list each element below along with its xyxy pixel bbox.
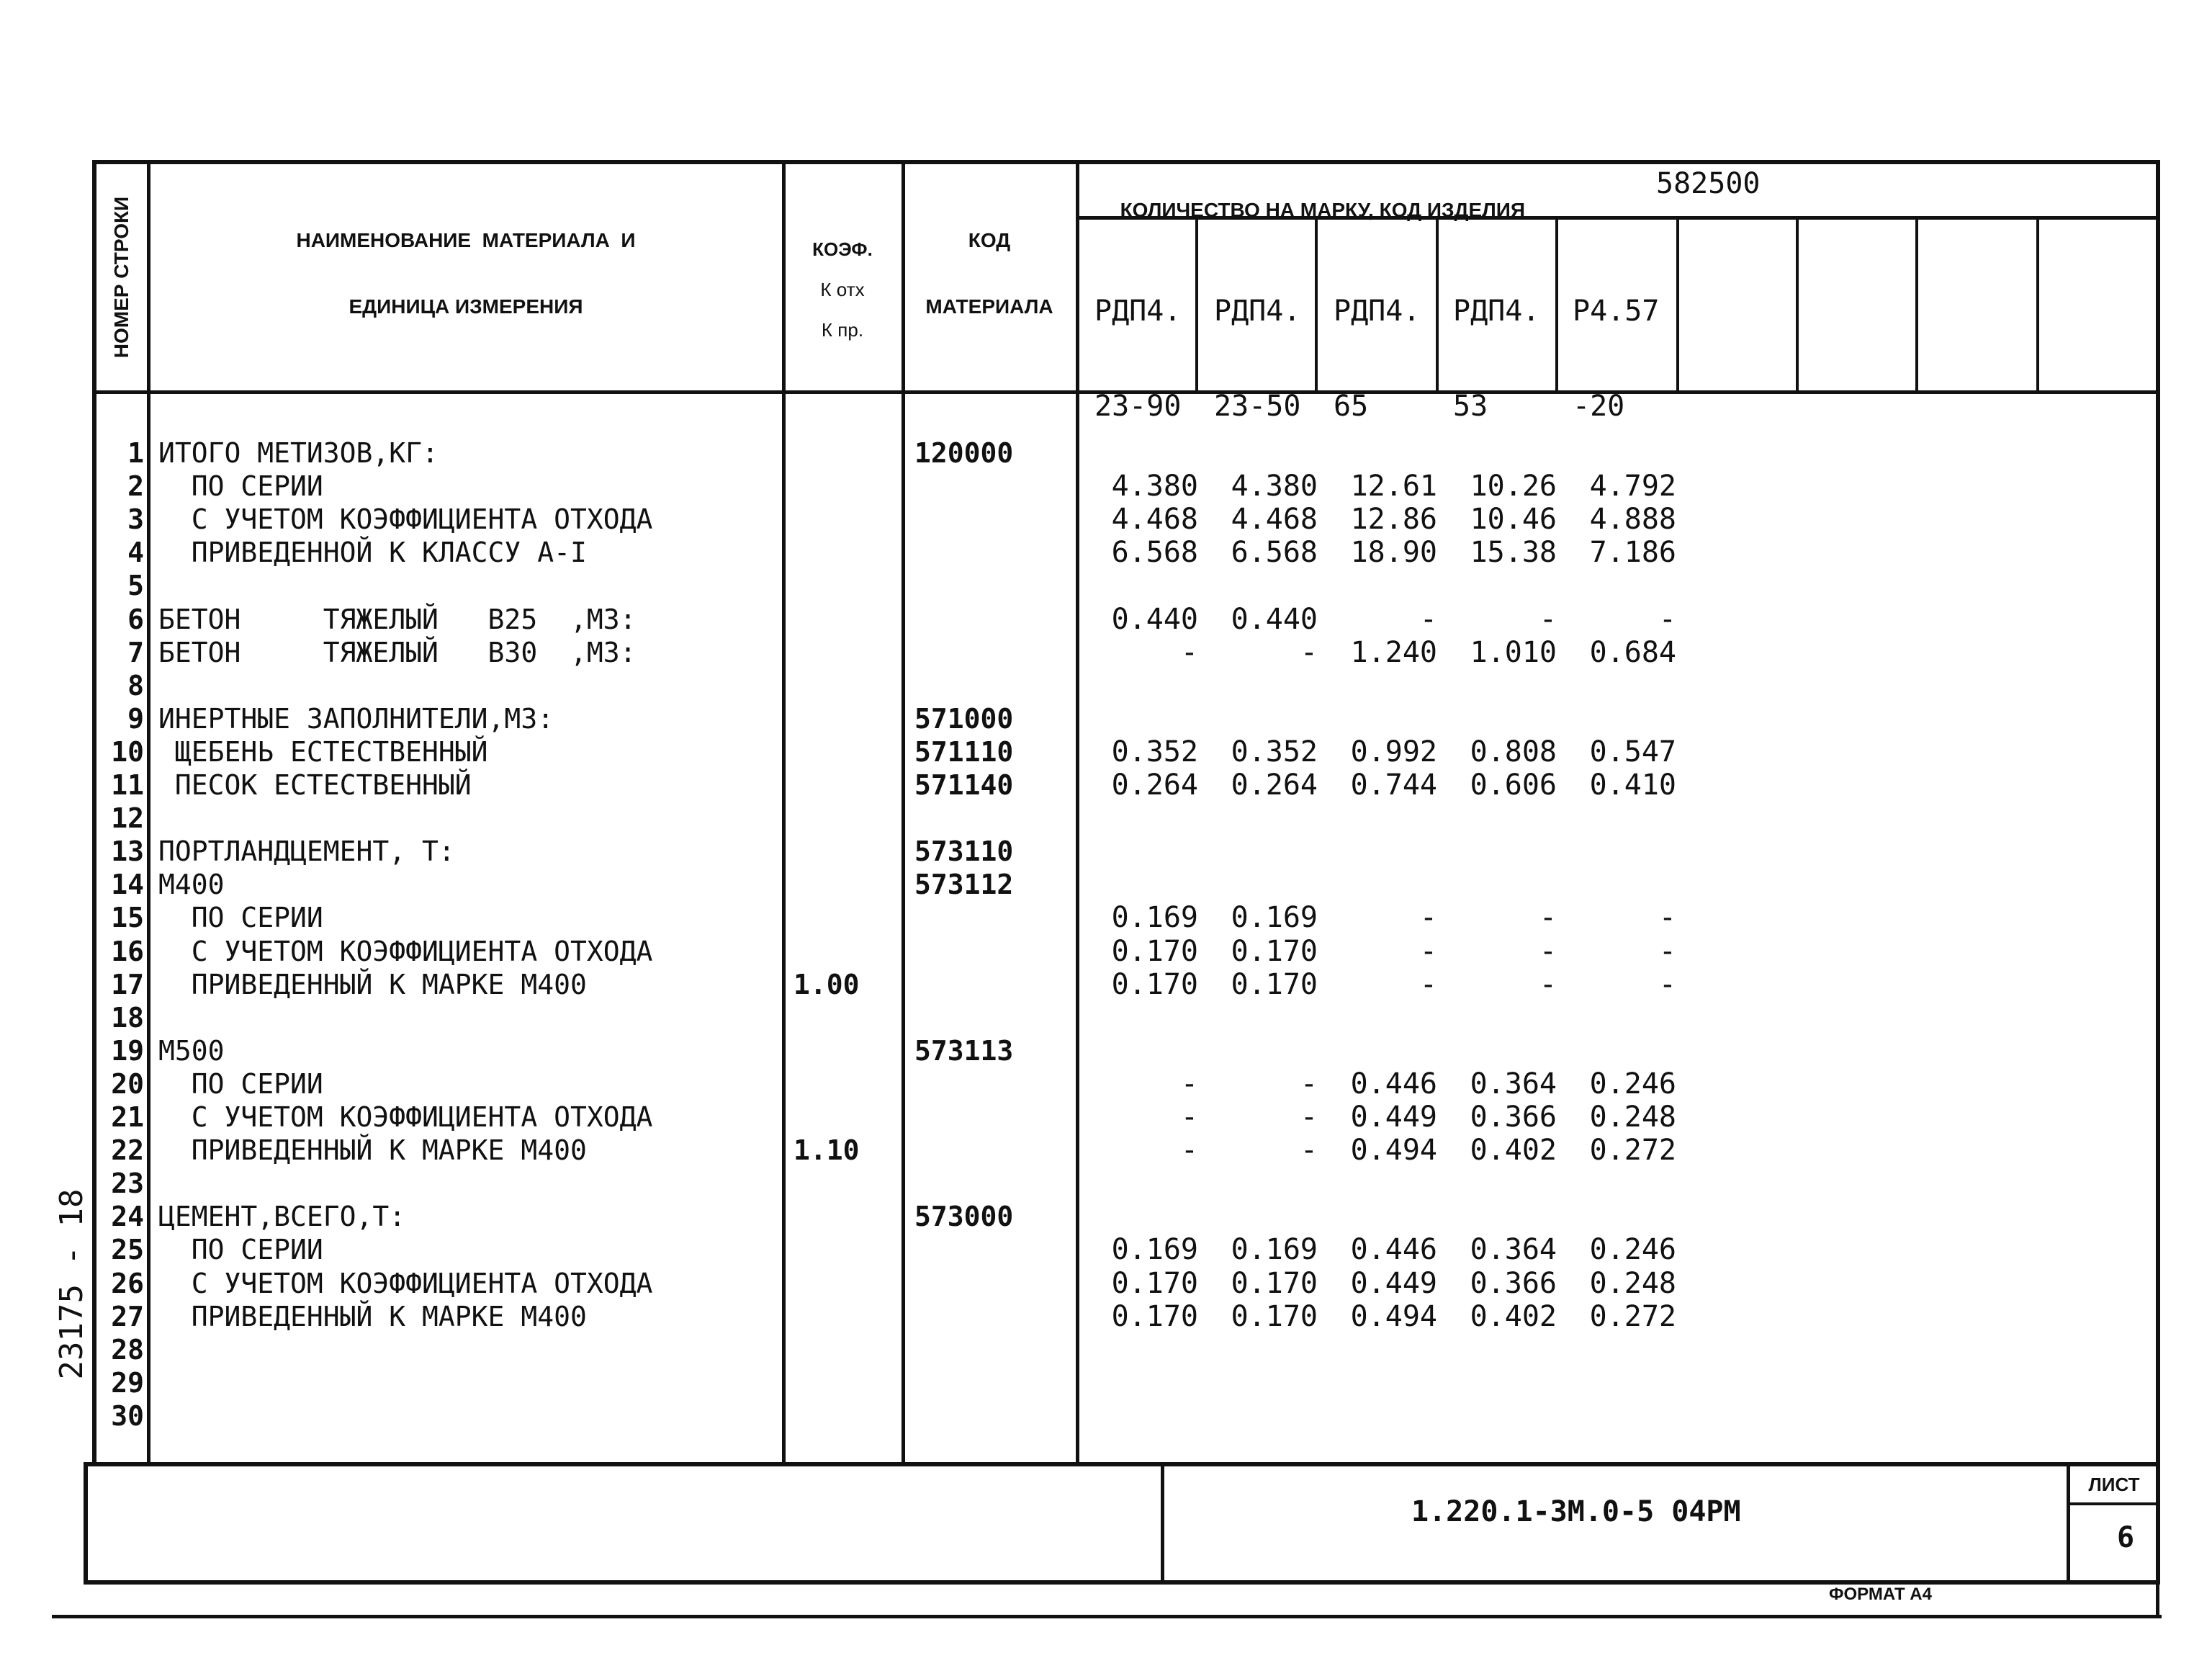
quantity-cell: 0.272	[1589, 1134, 1676, 1167]
quantity-cell: 0.170	[1231, 1267, 1318, 1300]
row-number: 25	[111, 1234, 144, 1265]
sheet-box-mid	[2067, 1502, 2160, 1505]
subcol-8	[2036, 216, 2039, 392]
quantity-cell: 0.169	[1111, 901, 1198, 934]
material-name: ЩЕБЕНЬ ЕСТЕСТВЕННЫЙ	[158, 736, 488, 768]
quantity-cell: 4.468	[1111, 503, 1198, 536]
quantity-cell: 0.169	[1231, 901, 1318, 934]
material-code: 571140	[914, 769, 1014, 801]
material-name: ПО СЕРИИ	[158, 1068, 323, 1100]
row-number: 26	[111, 1268, 144, 1299]
material-name: ПО СЕРИИ	[158, 1234, 323, 1265]
quantity-cell: 0.440	[1231, 603, 1318, 636]
quantity-cell: 0.547	[1589, 735, 1676, 768]
quantity-label: КОЛИЧЕСТВО НА МАРКУ, КОД ИЗДЕЛИЯ	[1120, 199, 1526, 221]
quantity-cell: -	[1658, 968, 1676, 1001]
quantity-cell: 0.264	[1111, 768, 1198, 802]
material-name: С УЧЕТОМ КОЭФФИЦИЕНТА ОТХОДА	[158, 1268, 653, 1299]
quantity-cell: 0.402	[1470, 1134, 1557, 1167]
format-right-tick	[2156, 1580, 2159, 1618]
stamp-divider	[1161, 1464, 1164, 1582]
quantity-cell: 0.402	[1470, 1300, 1557, 1333]
mark-col-4	[1453, 232, 1539, 454]
name-header-line1: НАИМЕНОВАНИЕ МАТЕРИАЛА И	[296, 229, 636, 251]
quantity-cell: -	[1658, 603, 1676, 636]
quantity-cell: -	[1658, 935, 1676, 968]
quantity-cell: 0.170	[1111, 1300, 1198, 1333]
coefficient: 1.00	[793, 969, 860, 1000]
row-number: 5	[127, 570, 144, 601]
coefficient: 1.10	[793, 1134, 860, 1166]
quantity-cell: 1.010	[1470, 636, 1557, 669]
subcol-5	[1676, 216, 1679, 392]
quantity-cell: 0.440	[1111, 603, 1198, 636]
quantity-cell: 0.410	[1589, 768, 1676, 802]
row-number: 22	[111, 1134, 144, 1166]
sheet-box-left	[2067, 1464, 2070, 1582]
name-header-line2: ЕДИНИЦА ИЗМЕРЕНИЯ	[349, 295, 583, 318]
row-number-label: НОМЕР СТРОКИ	[110, 196, 132, 359]
code-header	[906, 229, 1073, 318]
quantity-cell: 0.366	[1470, 1101, 1557, 1134]
row-number: 16	[111, 936, 144, 967]
row-number: 8	[127, 670, 144, 702]
quantity-cell: 0.264	[1231, 768, 1318, 802]
row-number: 19	[111, 1035, 144, 1067]
quantity-cell: 0.808	[1470, 735, 1557, 768]
quantity-cell: 0.494	[1350, 1134, 1437, 1167]
subcol-1	[1195, 216, 1198, 392]
material-name: ИТОГО МЕТИЗОВ,КГ:	[158, 437, 439, 469]
quantity-cell: 12.61	[1350, 470, 1437, 503]
quantity-cell: 10.26	[1470, 470, 1557, 503]
sheet-number: 6	[2117, 1521, 2135, 1554]
material-name: ПО СЕРИИ	[158, 470, 323, 502]
quantity-cell: 0.170	[1231, 1300, 1318, 1333]
material-code: 571110	[914, 736, 1014, 768]
quantity-cell: 0.272	[1589, 1300, 1676, 1333]
quantity-cell: 10.46	[1470, 503, 1557, 536]
quantity-cell: 0.364	[1470, 1067, 1557, 1101]
quantity-cell: -	[1300, 1067, 1318, 1101]
row-number: 1	[127, 437, 144, 469]
mark-col-4-line2: 53	[1453, 390, 1488, 423]
material-code: 573113	[914, 1035, 1014, 1067]
quantity-cell: 0.169	[1111, 1233, 1198, 1266]
quantity-cell: -	[1180, 636, 1198, 669]
code-header-line2: МАТЕРИАЛА	[925, 295, 1053, 318]
row-number: 24	[111, 1201, 144, 1232]
col-line-3	[902, 160, 905, 1465]
frame-top	[95, 160, 2160, 164]
mark-col-3-line1: РДП4.	[1334, 295, 1421, 328]
subcol-6	[1796, 216, 1799, 392]
quantity-cell: 0.606	[1470, 768, 1557, 802]
mark-col-2-line2: 23-50	[1214, 390, 1301, 423]
quantity-cell: 0.366	[1470, 1267, 1557, 1300]
quantity-header	[1109, 176, 1525, 222]
material-name: ПЕСОК ЕСТЕСТВЕННЫЙ	[158, 769, 472, 801]
frame-right	[2156, 160, 2160, 1583]
subcol-4	[1555, 216, 1558, 392]
row-number: 18	[111, 1002, 144, 1034]
material-name: ПРИВЕДЕННЫЙ К МАРКЕ М400	[158, 969, 587, 1000]
row-number: 17	[111, 969, 144, 1000]
row-number: 28	[111, 1334, 144, 1366]
coef-header-line2: К отх	[820, 279, 865, 300]
material-code: 571000	[914, 703, 1014, 735]
quantity-cell: 0.446	[1350, 1233, 1437, 1266]
material-code: 573112	[914, 869, 1014, 900]
quantity-cell: -	[1658, 901, 1676, 934]
quantity-cell: 0.170	[1111, 935, 1198, 968]
mark-col-1-line1: РДП4.	[1094, 295, 1182, 328]
mark-col-5-line1: Р4.57	[1573, 295, 1660, 328]
quantity-cell: -	[1180, 1134, 1198, 1167]
material-code: 573000	[914, 1201, 1014, 1232]
quantity-cell: -	[1539, 901, 1557, 934]
quantity-cell: -	[1419, 968, 1437, 1001]
mark-col-5-line2: -20	[1573, 390, 1625, 423]
material-name: ПОРТЛАНДЦЕМЕНТ, Т:	[158, 835, 455, 867]
table-bottom-line	[84, 1462, 2160, 1466]
subcol-7	[1915, 216, 1918, 392]
quantity-cell: 0.364	[1470, 1233, 1557, 1266]
quantity-cell: 1.240	[1350, 636, 1437, 669]
quantity-cell: 4.380	[1111, 470, 1198, 503]
format-line	[52, 1615, 2162, 1618]
subcol-2	[1315, 216, 1318, 392]
product-code: 582500	[1656, 167, 1761, 200]
material-name: М400	[158, 869, 225, 900]
coef-header-line3: К пр.	[821, 319, 864, 341]
quantity-cell: 0.169	[1231, 1233, 1318, 1266]
quantity-cell: 0.446	[1350, 1067, 1437, 1101]
quantity-cell: 0.684	[1589, 636, 1676, 669]
row-number: 30	[111, 1400, 144, 1432]
material-name: ЦЕМЕНТ,ВСЕГО,Т:	[158, 1201, 406, 1232]
material-code: 573110	[914, 835, 1014, 867]
quantity-cell: 6.568	[1111, 536, 1198, 569]
quantity-cell: -	[1300, 1134, 1318, 1167]
name-header	[153, 229, 779, 318]
mark-col-2-line1: РДП4.	[1214, 295, 1301, 328]
row-number: 4	[127, 537, 144, 568]
row-number: 12	[111, 802, 144, 834]
quantity-cell: -	[1300, 636, 1318, 669]
quantity-cell: -	[1539, 603, 1557, 636]
row-number: 10	[111, 736, 144, 768]
quantity-cell: -	[1180, 1067, 1198, 1101]
quantity-cell: 0.352	[1231, 735, 1318, 768]
row-number-header	[98, 166, 145, 389]
mark-col-1	[1094, 232, 1181, 454]
row-number: 7	[127, 637, 144, 668]
coef-header	[786, 229, 899, 350]
quantity-cell: 0.248	[1589, 1267, 1676, 1300]
quantity-cell: 0.744	[1350, 768, 1437, 802]
row-number: 13	[111, 835, 144, 867]
quantity-cell: 15.38	[1470, 536, 1557, 569]
frame-left-bottom	[84, 1462, 88, 1583]
quantity-cell: 0.992	[1350, 735, 1437, 768]
material-code: 120000	[914, 437, 1014, 469]
material-name: БЕТОН ТЯЖЕЛЫЙ В25 ,М3:	[158, 604, 637, 635]
quantity-cell: 0.352	[1111, 735, 1198, 768]
col-line-4	[1076, 160, 1079, 1465]
quantity-cell: 0.494	[1350, 1300, 1437, 1333]
quantity-cell: 4.792	[1589, 470, 1676, 503]
material-name: БЕТОН ТЯЖЕЛЫЙ В30 ,М3:	[158, 637, 637, 668]
quantity-cell: 4.468	[1231, 503, 1318, 536]
quantity-cell: -	[1180, 1101, 1198, 1134]
mark-col-4-line1: РДП4.	[1453, 295, 1540, 328]
quantity-cell: 0.449	[1350, 1267, 1437, 1300]
material-name: ПО СЕРИИ	[158, 902, 323, 933]
quantity-cell: 0.449	[1350, 1101, 1437, 1134]
row-number: 2	[127, 470, 144, 502]
subcol-3	[1436, 216, 1439, 392]
material-name: С УЧЕТОМ КОЭФФИЦИЕНТА ОТХОДА	[158, 936, 653, 967]
margin-stamp: 23175 - 18	[53, 1188, 90, 1380]
coef-header-line1: КОЭФ.	[812, 238, 873, 260]
row-number: 27	[111, 1301, 144, 1332]
quantity-cell: 0.248	[1589, 1101, 1676, 1134]
mark-col-5	[1573, 232, 1659, 454]
row-number: 29	[111, 1367, 144, 1399]
quantity-cell: 18.90	[1350, 536, 1437, 569]
quantity-cell: 0.246	[1589, 1233, 1676, 1266]
quantity-cell: -	[1539, 968, 1557, 1001]
row-number: 3	[127, 503, 144, 535]
row-number: 21	[111, 1101, 144, 1133]
mark-col-3-line2: 65	[1334, 390, 1369, 423]
row-number: 20	[111, 1068, 144, 1100]
col-line-1	[147, 160, 150, 1465]
quantity-cell: -	[1300, 1101, 1318, 1134]
frame-left	[92, 160, 96, 1464]
quantity-cell: 0.170	[1231, 935, 1318, 968]
material-name: ПРИВЕДЕННЫЙ К МАРКЕ М400	[158, 1301, 587, 1332]
quantity-cell: 7.186	[1589, 536, 1676, 569]
quantity-cell: 4.888	[1589, 503, 1676, 536]
quantity-cell: 0.170	[1111, 1267, 1198, 1300]
material-name: ПРИВЕДЕННЫЙ К МАРКЕ М400	[158, 1134, 587, 1166]
material-name: ИНЕРТНЫЕ ЗАПОЛНИТЕЛИ,М3:	[158, 703, 554, 735]
quantity-cell: -	[1419, 901, 1437, 934]
quantity-cell: 6.568	[1231, 536, 1318, 569]
row-number: 9	[127, 703, 144, 735]
row-number: 14	[111, 869, 144, 900]
quantity-cell: 0.170	[1231, 968, 1318, 1001]
col-line-2	[782, 160, 786, 1465]
quantity-cell: 0.246	[1589, 1067, 1676, 1101]
format-label: ФОРМАТ А4	[1829, 1585, 1932, 1604]
sheet-label: ЛИСТ	[2088, 1474, 2140, 1495]
row-number: 11	[111, 769, 144, 801]
document-code: 1.220.1-3М.0-5 04РМ	[1411, 1495, 1741, 1528]
quantity-cell: 12.86	[1350, 503, 1437, 536]
quantity-cell: -	[1539, 935, 1557, 968]
material-name: С УЧЕТОМ КОЭФФИЦИЕНТА ОТХОДА	[158, 1101, 653, 1133]
mark-col-1-line2: 23-90	[1094, 390, 1182, 423]
row-number: 6	[127, 604, 144, 635]
row-number: 15	[111, 902, 144, 933]
quantity-cell: 4.380	[1231, 470, 1318, 503]
row-number: 23	[111, 1168, 144, 1199]
code-header-line1: КОД	[968, 229, 1011, 251]
quantity-cell: -	[1419, 935, 1437, 968]
quantity-cell: -	[1419, 603, 1437, 636]
material-name: ПРИВЕДЕННОЙ К КЛАССУ А-I	[158, 537, 587, 568]
mark-col-2	[1214, 232, 1300, 454]
mark-col-3	[1334, 232, 1420, 454]
material-name: С УЧЕТОМ КОЭФФИЦИЕНТА ОТХОДА	[158, 503, 653, 535]
material-name: М500	[158, 1035, 225, 1067]
quantity-cell: 0.170	[1111, 968, 1198, 1001]
